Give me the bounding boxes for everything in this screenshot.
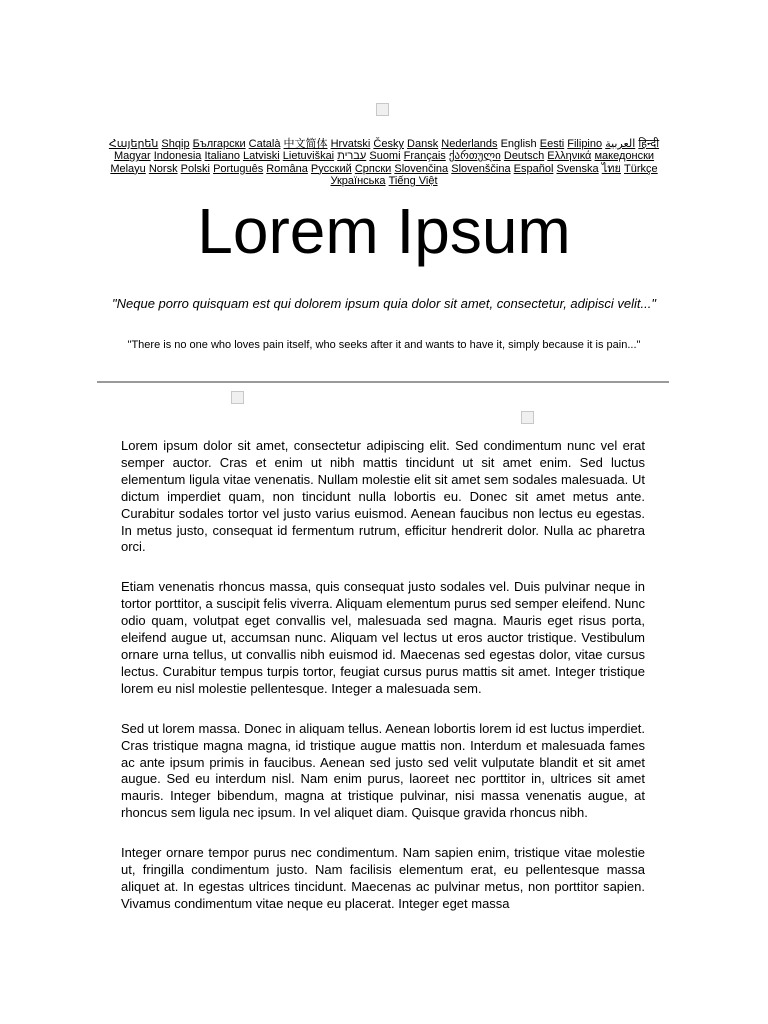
- language-link[interactable]: ไทย: [601, 162, 621, 175]
- language-link[interactable]: Melayu: [110, 162, 146, 175]
- language-link[interactable]: Français: [403, 150, 446, 163]
- latin-quote: "Neque porro quisquam est qui dolorem ipsum quia dolor sit amet, consectetur, adipisci velit...": [112, 296, 656, 311]
- language-link[interactable]: Slovenščina: [451, 162, 511, 175]
- language-link[interactable]: Ελληνικά: [547, 150, 592, 163]
- horizontal-divider: [97, 381, 669, 383]
- language-link[interactable]: Português: [213, 162, 264, 175]
- language-link[interactable]: Eesti: [539, 138, 565, 150]
- language-link[interactable]: Latviski: [243, 150, 280, 163]
- article-body: [121, 438, 645, 936]
- language-link[interactable]: Nederlands: [441, 138, 498, 150]
- language-link[interactable]: Հայերեն: [108, 138, 159, 150]
- paragraph: Sed ut lorem massa. Donec in aliquam tellus. Aenean lobortis lorem id est luctus imperdiet. Cras tristique magna magna, id tristique augue mattis non. Interdum et malesuada fames ac ante ipsum primis in faucibus. Aenean sed justo sed velit vulputate blandit et sit amet augue. Sed eu interdum nisl. Nam enim purus, laoreet nec porttitor in, ultrices sit amet mauris. Integer bibendum, magna at tristique pulvinar, nisi massa venenatis augue, at rhoncus sem ligula nec ipsum. In vel aliquet diam. Quisque gravida rhoncus nibh.: [121, 720, 645, 821]
- language-link[interactable]: Polski: [180, 162, 210, 175]
- language-link[interactable]: Български: [192, 138, 246, 150]
- language-link[interactable]: 中文简体: [283, 138, 328, 150]
- language-link[interactable]: Српски: [354, 162, 392, 175]
- paragraph: Etiam venenatis rhoncus massa, quis consequat justo sodales vel. Duis pulvinar neque in tortor porttitor, a suscipit felis viverra. Aliquam elementum purus sed semper eleifend. Nunc odio quam, volutpat eget convallis vel, malesuada sed magna. Mauris eget risus porta, eleifend augue ut, accumsan nunc. Aliquam vel lectus ut eros auctor tristique. Vestibulum ornare urna tellus, ut convallis nibh euismod id. Maecenas sed egestas dolor, vitae cursus lectus. Curabitur tempus turpis tortor, feugiat cursus purus mattis sit amet. Integer tristique lorem eu nisl molestie pellentesque. Integer a malesuada sem.: [121, 579, 645, 696]
- language-link[interactable]: Türkçe: [624, 162, 658, 175]
- language-link[interactable]: Suomi: [369, 150, 401, 163]
- language-link[interactable]: Català: [248, 138, 281, 150]
- language-link[interactable]: Magyar: [113, 150, 151, 163]
- paragraph: Integer ornare tempor purus nec condimentum. Nam sapien enim, tristique vitae molestie ut, fringilla condimentum justo. Nam facilisis elementum erat, eu pellentesque massa aliquet at. In egestas ultrices tincidunt. Maecenas ac pulvinar metus, non porttitor sapien. Vivamus condimentum vitae neque eu placerat. Integer eget massa: [121, 845, 645, 911]
- paragraph: Lorem ipsum dolor sit amet, consectetur adipiscing elit. Sed condimentum nunc vel erat semper auctor. Cras et enim ut nibh mattis tincidunt ut sit amet enim. Sed luctus elementum ligula vitae venenatis. Nullam molestie elit sit amet sem sodales malesuada. Ut dictum imperdiet quam, non tincidunt nulla lobortis eu. Donec sit amet metus ante. Curabitur sodales tortor vel justo varius euismod. Aenean faucibus non lectus eu egestas. In metus justo, consequat id fermentum rutrum, efficitur hendrerit dolor. Nulla ac pharetra orci.: [121, 438, 645, 555]
- language-link[interactable]: Hrvatski: [330, 138, 371, 150]
- language-link[interactable]: македонски: [594, 150, 655, 163]
- broken-image-icon: [231, 391, 244, 404]
- broken-image-icon: [376, 103, 389, 116]
- language-link[interactable]: Česky: [373, 138, 404, 150]
- language-selector: [104, 138, 664, 187]
- language-link[interactable]: ქართული: [448, 150, 501, 163]
- language-link[interactable]: Українська: [330, 174, 386, 187]
- language-link[interactable]: हिन्दी: [638, 138, 660, 150]
- language-link[interactable]: Indonesia: [153, 150, 202, 163]
- language-link[interactable]: Русский: [310, 162, 352, 175]
- language-link[interactable]: Dansk: [407, 138, 439, 150]
- language-link[interactable]: Italiano: [204, 150, 240, 163]
- language-link[interactable]: Svenska: [556, 162, 599, 175]
- language-link[interactable]: Lietuviškai: [282, 150, 335, 163]
- language-link[interactable]: Norsk: [148, 162, 178, 175]
- language-current: English: [500, 138, 537, 150]
- broken-image-icon: [521, 411, 534, 424]
- language-link[interactable]: العربية: [605, 138, 636, 150]
- language-link[interactable]: Tiếng Việt: [388, 174, 438, 187]
- language-link[interactable]: Româna: [266, 162, 308, 175]
- language-link[interactable]: Deutsch: [503, 150, 545, 163]
- language-link[interactable]: Slovenčina: [394, 162, 449, 175]
- language-link[interactable]: עברית: [337, 150, 367, 163]
- page-title: Lorem Ipsum: [197, 195, 571, 267]
- english-quote: "There is no one who loves pain itself, who seeks after it and wants to have it, simply because it is pain...": [127, 339, 641, 351]
- language-link[interactable]: Shqip: [161, 138, 190, 150]
- language-link[interactable]: Filipino: [567, 138, 603, 150]
- language-link[interactable]: Español: [513, 162, 554, 175]
